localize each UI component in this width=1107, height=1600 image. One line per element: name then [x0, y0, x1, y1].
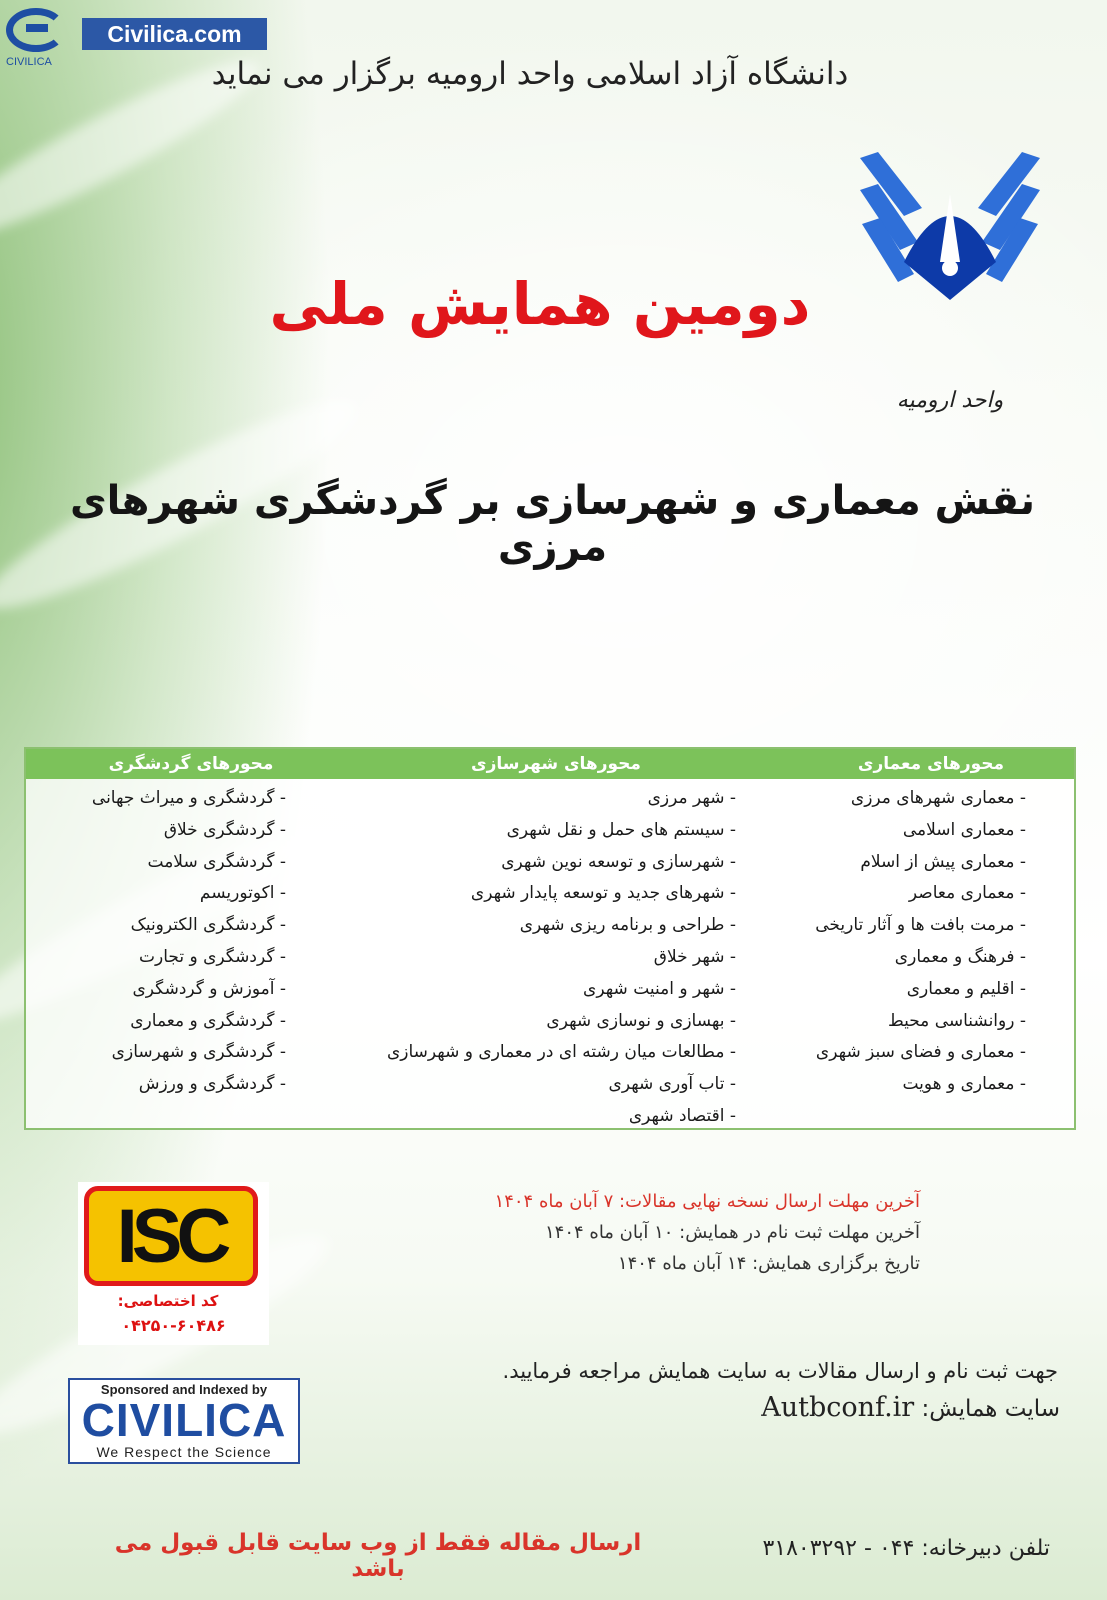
- list-item: - معماری و هویت: [902, 1074, 1026, 1095]
- isc-code-label: کد اختصاصی:: [117, 1292, 219, 1310]
- isc-logo-text: ISC: [116, 1194, 226, 1279]
- list-item: - گردشگری و میراث جهانی: [91, 788, 286, 808]
- architecture-topic-list: [726, 783, 1026, 1101]
- emblem-caption: واحد ارومیه: [896, 388, 1004, 413]
- isc-badge: [78, 1182, 269, 1345]
- deadlines: [420, 1186, 920, 1279]
- list-item: - اقلیم و معماری: [906, 978, 1026, 999]
- list-item: - شهرهای جدید و توسعه پایدار شهری: [470, 883, 736, 904]
- list-item: - آموزش و گردشگری: [132, 978, 286, 999]
- list-item: - معماری پیش از اسلام: [860, 851, 1026, 872]
- site-url-link[interactable]: Autbconf.ir: [761, 1392, 915, 1423]
- sponsor-tagline: We Respect the Science: [96, 1444, 272, 1460]
- phone-label: تلفن دبیرخانه:: [921, 1536, 1050, 1561]
- list-item: - روانشناسی محیط: [887, 1010, 1026, 1031]
- urbanism-column-title: محورهای شهرسازی: [471, 754, 641, 774]
- list-item: - سیستم های حمل و نقل شهری: [506, 819, 736, 840]
- list-item: - گردشگری خلاق: [163, 819, 286, 840]
- list-item: - گردشگری و ورزش: [138, 1074, 286, 1095]
- list-item: - اقتصاد شهری: [628, 1105, 736, 1126]
- list-item: - تاب آوری شهری: [608, 1074, 736, 1095]
- sponsor-brand: CIVILICA: [81, 1394, 287, 1446]
- list-item: - فرهنگ و معماری: [894, 946, 1026, 967]
- organizer-line: دانشگاه آزاد اسلامی واحد ارومیه برگزار می نماید: [211, 56, 849, 92]
- list-item: - معماری شهرهای مرزی: [850, 788, 1026, 808]
- list-item: - شهرسازی و توسعه نوین شهری: [501, 851, 736, 872]
- list-item: - گردشگری سلامت: [147, 851, 286, 872]
- list-item: - گردشگری و معماری: [130, 1010, 286, 1031]
- series-title: دومین همایش ملی: [269, 270, 811, 338]
- sponsor-badge: [68, 1378, 300, 1464]
- final-paper-deadline: آخرین مهلت ارسال نسخه نهایی مقالات: ۷ آبان ماه ۱۴۰۴: [494, 1191, 920, 1212]
- civilica-logo-bar: [26, 24, 48, 32]
- list-item: - معماری معاصر: [908, 883, 1026, 904]
- list-item: - شهر و امنیت شهری: [583, 978, 736, 999]
- list-item: - طراحی و برنامه ریزی شهری: [519, 915, 736, 936]
- list-item: - مرمت بافت ها و آثار تاریخی: [815, 915, 1026, 936]
- tourism-topic-list: [46, 783, 286, 1101]
- urbanism-topic-list: [326, 783, 736, 1133]
- list-item: - گردشگری و شهرسازی: [111, 1042, 286, 1063]
- registration-note: جهت ثبت نام و ارسال مقالات به سایت همایش مراجعه فرمایید.: [502, 1359, 1058, 1383]
- list-item: - شهر خلاق: [653, 946, 736, 967]
- tourism-column-title: محورهای گردشگری: [108, 754, 274, 774]
- list-item: - معماری اسلامی: [902, 819, 1026, 840]
- civilica-watermark[interactable]: Civilica.com: [82, 18, 267, 50]
- conference-date: تاریخ برگزاری همایش: ۱۴ آبان ماه ۱۴۰۴: [617, 1253, 920, 1274]
- list-item: - اکوتوریسم: [199, 883, 286, 904]
- list-item: - بهسازی و نوسازی شهری: [546, 1010, 736, 1031]
- conference-title: نقش معماری و شهرسازی بر گردشگری شهرهای مرزی: [69, 478, 1036, 570]
- submission-note: ارسال مقاله فقط از وب سایت قابل قبول می باشد: [114, 1530, 642, 1582]
- list-item: - گردشگری الکترونیک: [130, 915, 286, 936]
- registration-deadline: آخرین مهلت ثبت نام در همایش: ۱۰ آبان ماه ۱۴۰۴: [545, 1222, 920, 1243]
- isc-logo: [84, 1186, 258, 1286]
- sponsor-top-text: Sponsored and Indexed by: [100, 1382, 268, 1397]
- site-label: سایت همایش:: [921, 1396, 1060, 1422]
- secretariat-phone: [690, 1536, 1050, 1561]
- civilica-small-label: CIVILICA: [6, 56, 52, 68]
- list-item: - معماری و فضای سبز شهری: [815, 1042, 1026, 1063]
- list-item: - گردشگری و تجارت: [138, 946, 286, 967]
- architecture-column-title: محورهای معماری: [857, 754, 1005, 774]
- phone-number[interactable]: ۰۴۴ - ۳۱۸۰۳۲۹۲: [762, 1536, 915, 1561]
- list-item: - مطالعات میان رشته ای در معماری و شهرسازی: [386, 1042, 736, 1063]
- conference-site: [640, 1392, 1060, 1423]
- topics-table: [24, 747, 1076, 1130]
- list-item: - شهر مرزی: [647, 788, 736, 808]
- topics-header: [26, 749, 1074, 779]
- isc-code: ۰۴۲۵۰-۶۰۴۸۶: [121, 1316, 226, 1335]
